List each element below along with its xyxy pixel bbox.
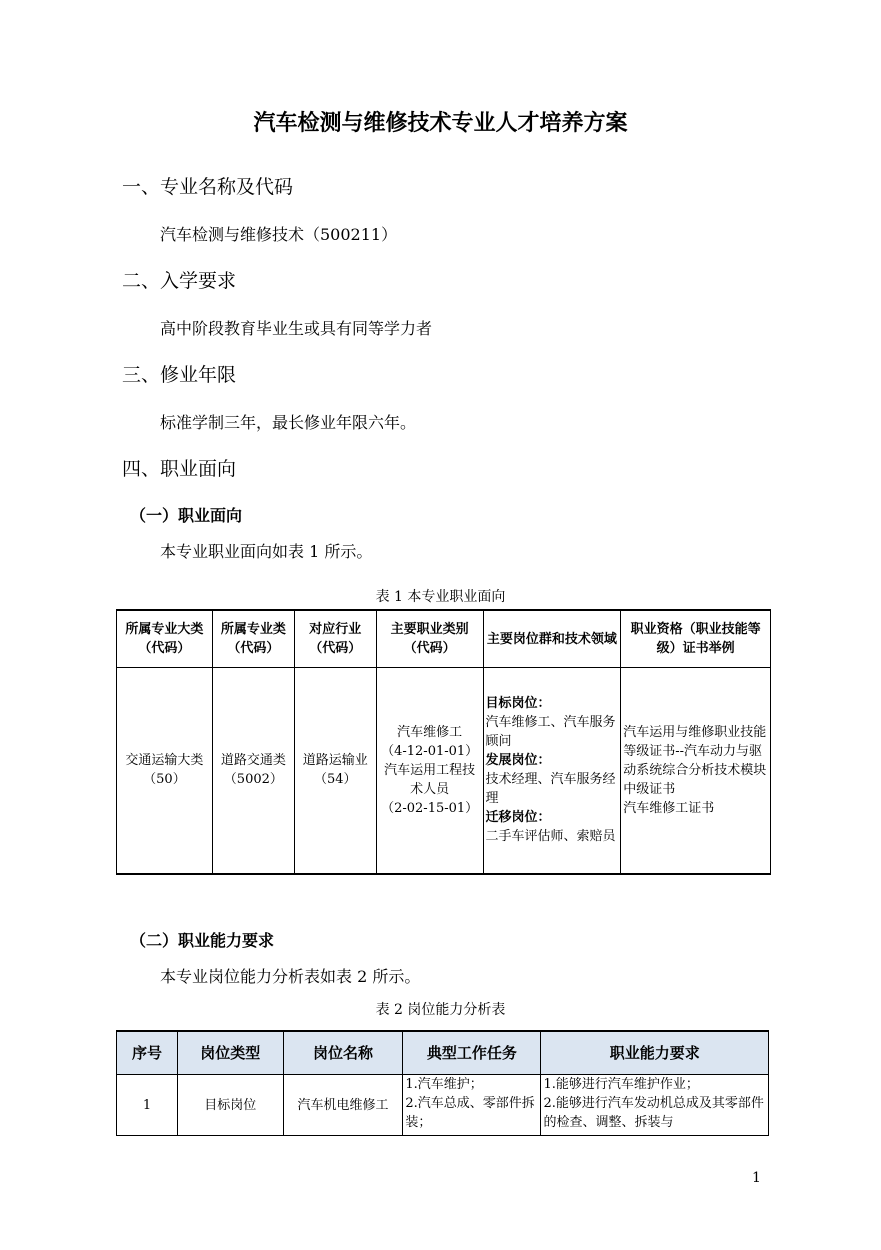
transfer-position-text: 二手车评估师、索赔员: [485, 829, 616, 845]
cell-industry: [294, 668, 376, 874]
cell-position-name: 汽车机电维修工: [283, 1075, 403, 1136]
certificate-2: 汽车维修工证书: [623, 800, 715, 816]
position-ability-table: [116, 1030, 769, 1136]
header-number: 序号: [117, 1031, 178, 1075]
transfer-position-label: 迁移岗位：: [485, 810, 551, 826]
subsection-4-2-heading: （二）职业能力要求: [130, 931, 275, 950]
subsection-4-1-heading: （一）职业面向: [130, 506, 243, 525]
industry-code: （54）: [314, 772, 357, 788]
requirement-2: 2.能够进行汽车发动机总成及其零部件的检查、调整、拆装与: [543, 1096, 764, 1130]
job-1-name: 汽车维修工: [397, 724, 463, 740]
header-typical-tasks: 典型工作任务: [403, 1031, 541, 1075]
header-major-sub: 所属专业类（代码）: [212, 610, 294, 668]
header-positions: 主要岗位群和技术领域: [483, 610, 621, 668]
header-major-class: 所属专业大类（代码）: [117, 610, 213, 668]
development-position-label: 发展岗位：: [485, 753, 551, 769]
section-1-heading: 一、专业名称及代码: [122, 176, 294, 198]
header-job-category: 主要职业类别（代码）: [376, 610, 483, 668]
table-2-caption: 表 2 岗位能力分析表: [375, 1002, 506, 1018]
job-2-code: （2-02-15-01）: [381, 800, 479, 816]
industry-name: 道路运输业: [302, 753, 368, 769]
section-3-heading: 三、修业年限: [122, 364, 237, 386]
section-3-text: 标准学制三年，最长修业年限六年。: [160, 413, 417, 432]
cell-positions: [483, 668, 621, 874]
header-certificates: 职业资格（职业技能等级）证书举例: [621, 610, 771, 668]
header-industry: 对应行业（代码）: [294, 610, 376, 668]
cell-major-class: [117, 668, 213, 874]
major-class-code: （50）: [143, 772, 186, 788]
target-position-label: 目标岗位：: [485, 696, 551, 712]
target-position-text: 汽车维修工、汽车服务顾问: [485, 715, 616, 750]
cell-number: 1: [117, 1075, 178, 1136]
major-sub-name: 道路交通类: [220, 753, 286, 769]
table-header-row: [117, 1031, 769, 1075]
task-2: 2.汽车总成、零部件拆装；: [405, 1096, 535, 1130]
cell-major-sub: [212, 668, 294, 874]
header-ability-requirements: 职业能力要求: [541, 1031, 769, 1075]
major-sub-code: （5002）: [223, 772, 283, 788]
cell-position-type: 目标岗位: [177, 1075, 283, 1136]
section-2-heading: 二、入学要求: [122, 270, 237, 292]
job-1-code: （4-12-01-01）: [381, 743, 479, 759]
header-position-type: 岗位类型: [177, 1031, 283, 1075]
header-position-name: 岗位名称: [283, 1031, 403, 1075]
subsection-4-1-text: 本专业职业面向如表 1 所示。: [160, 542, 373, 561]
table-1-caption: 表 1 本专业职业面向: [375, 589, 506, 605]
document-title: 汽车检测与维修技术专业人才培养方案: [253, 111, 628, 136]
cell-ability-requirements: [541, 1075, 769, 1136]
requirement-1: 1.能够进行汽车维护作业；: [543, 1077, 699, 1092]
certificate-1: 汽车运用与维修职业技能等级证书--汽车动力与驱动系统综合分析技术模块中级证书: [623, 724, 767, 797]
table-row: [117, 1075, 769, 1136]
subsection-4-2-text: 本专业岗位能力分析表如表 2 所示。: [160, 967, 421, 986]
task-1: 1.汽车维护；: [405, 1077, 483, 1092]
table-row: [117, 668, 771, 874]
section-4-heading: 四、职业面向: [122, 458, 237, 480]
cell-certificates: [621, 668, 771, 874]
table-header-row: [117, 610, 771, 668]
section-1-text: 汽车检测与维修技术（500211）: [160, 225, 398, 244]
section-2-text: 高中阶段教育毕业生或具有同等学力者: [160, 319, 433, 338]
major-class-name: 交通运输大类: [125, 753, 204, 769]
page-number: 1: [752, 1170, 761, 1186]
cell-job-category: [376, 668, 483, 874]
career-orientation-table: [116, 609, 771, 875]
job-2-name: 汽车运用工程技术人员: [384, 762, 476, 797]
development-position-text: 技术经理、汽车服务经理: [485, 772, 616, 807]
cell-typical-tasks: [403, 1075, 541, 1136]
